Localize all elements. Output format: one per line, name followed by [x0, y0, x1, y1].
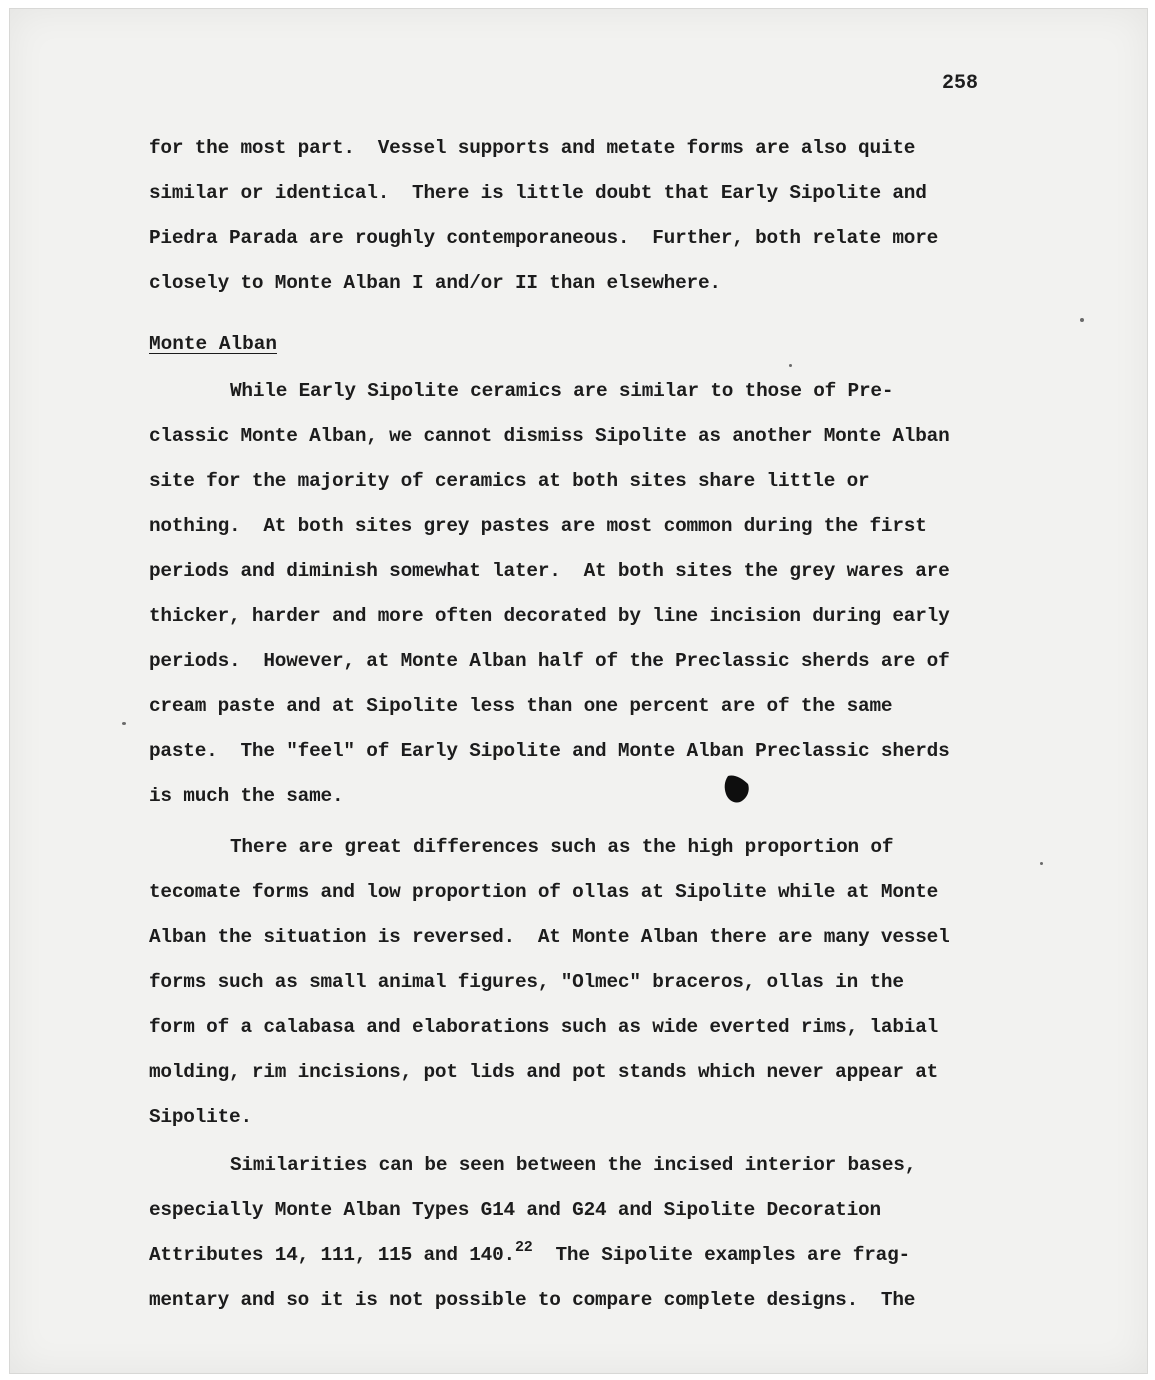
text-line-with-footnote [149, 1233, 969, 1278]
text-line: mentary and so it is not possible to compare complete designs. The [149, 1289, 916, 1311]
text-segment: Attributes 14, 111, 115 and 140. [149, 1244, 515, 1266]
scan-speck [122, 722, 126, 725]
text-line: especially Monte Alban Types G14 and G24 and Sipolite Decoration [149, 1199, 881, 1221]
text-line: There are great differences such as the high proportion of [230, 836, 894, 858]
text-line: periods. However, at Monte Alban half of the Preclassic sherds are of [149, 650, 950, 672]
text-line: for the most part. Vessel supports and metate forms are also quite [149, 137, 916, 159]
text-line: site for the majority of ceramics at both sites share little or [149, 470, 870, 492]
paragraph-1 [149, 369, 969, 819]
text-line: form of a calabasa and elaborations such as wide everted rims, labial [149, 1016, 939, 1038]
text-line: thicker, harder and more often decorated by line incision during early [149, 605, 950, 627]
scan-speck [1080, 318, 1084, 322]
text-segment: The Sipolite examples are frag- [532, 1244, 910, 1266]
text-line: cream paste and at Sipolite less than one percent are of the same [149, 695, 893, 717]
text-line: similar or identical. There is little doubt that Early Sipolite and [149, 182, 927, 204]
text-line: While Early Sipolite ceramics are similar to those of Pre- [230, 380, 894, 402]
page-number: 258 [942, 72, 979, 95]
text-line: Piedra Parada are roughly contemporaneous. Further, both relate more [149, 227, 939, 249]
scan-speck [1040, 862, 1043, 865]
text-line: periods and diminish somewhat later. At both sites the grey wares are [149, 560, 950, 582]
text-line: classic Monte Alban, we cannot dismiss Sipolite as another Monte Alban [149, 425, 950, 447]
text-line: closely to Monte Alban I and/or II than elsewhere. [149, 272, 721, 294]
paragraph-continued [149, 126, 969, 306]
text-line: tecomate forms and low proportion of ollas at Sipolite while at Monte [149, 881, 939, 903]
text-line: Sipolite. [149, 1106, 252, 1128]
text-line: Alban the situation is reversed. At Monte Alban there are many vessel [149, 926, 950, 948]
text-line: molding, rim incisions, pot lids and pot stands which never appear at [149, 1061, 939, 1083]
text-line: paste. The "feel" of Early Sipolite and Monte Alban Preclassic sherds [149, 740, 950, 762]
paragraph-3 [149, 1143, 969, 1323]
text-line: forms such as small animal figures, "Olmec" braceros, ollas in the [149, 971, 904, 993]
paragraph-2 [149, 825, 969, 1140]
text-line: nothing. At both sites grey pastes are most common during the first [149, 515, 927, 537]
text-line: Similarities can be seen between the incised interior bases, [230, 1154, 917, 1176]
scan-speck [789, 364, 792, 367]
section-heading: Monte Alban [149, 333, 277, 355]
text-line: is much the same. [149, 785, 344, 807]
ink-blot [724, 774, 750, 804]
footnote-reference: 22 [514, 1239, 533, 1256]
